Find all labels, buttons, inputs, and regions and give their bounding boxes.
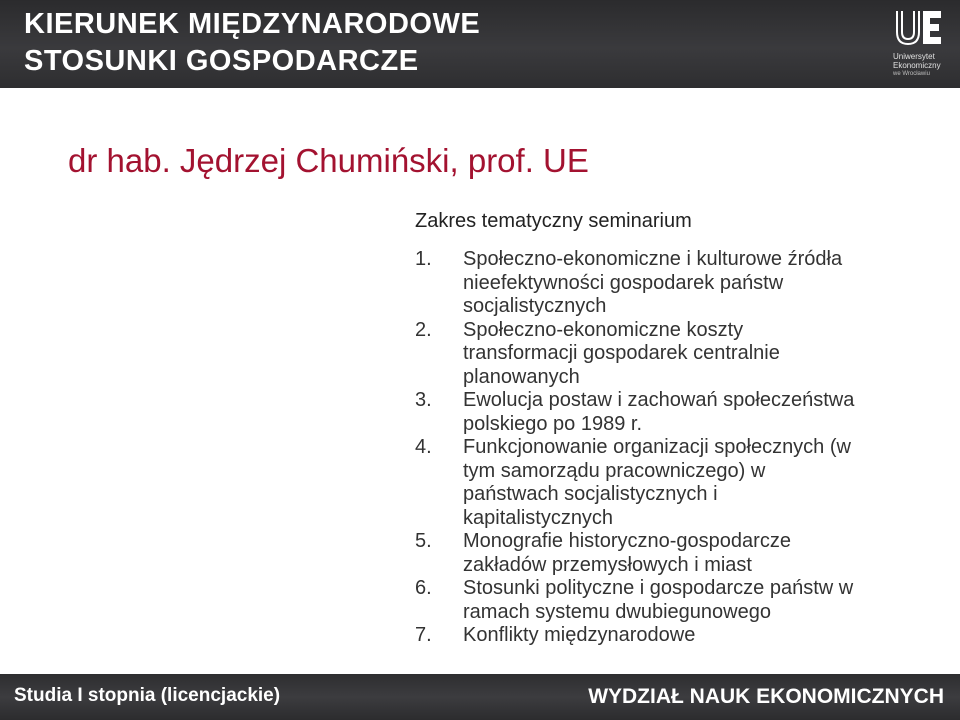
topic-number: 4. <box>415 436 432 458</box>
topic-item <box>415 624 935 648</box>
topics-section <box>415 208 935 648</box>
logo-text-line3: we Wrocławiu <box>893 71 930 77</box>
topic-item <box>415 577 935 624</box>
author-name: dr hab. Jędrzej Chumiński, prof. UE <box>68 142 589 179</box>
topic-text-line: Funkcjonowanie organizacji społecznych (w <box>463 436 851 458</box>
topic-item <box>415 248 935 319</box>
header-title-line2: STOSUNKI GOSPODARCZE <box>24 45 419 77</box>
topic-text-line: Monografie historyczno-gospodarcze <box>463 530 791 552</box>
topic-text-line: kapitalistycznych <box>463 506 614 529</box>
topic-list <box>415 248 935 648</box>
topic-text-line: Konflikty międzynarodowe <box>463 624 696 646</box>
ue-logo-icon <box>893 8 945 50</box>
logo-caption <box>893 52 951 79</box>
topic-number: 1. <box>415 248 432 270</box>
topic-text-line: nieefektywności gospodarek państw <box>463 271 784 294</box>
topic-text-line: Społeczno-ekonomiczne i kulturowe źródła <box>463 248 843 270</box>
topic-item <box>415 530 935 577</box>
topic-text-line: zakładów przemysłowych i miast <box>463 553 752 576</box>
topic-number: 3. <box>415 389 432 411</box>
topic-text-line: Ewolucja postaw i zachowań społeczeństwa <box>463 389 855 411</box>
topic-text-line: transformacji gospodarek centralnie <box>463 342 780 364</box>
study-level-label: Studia I stopnia (licencjackie) <box>14 685 281 706</box>
topic-text-line: Społeczno-ekonomiczne koszty <box>463 318 744 341</box>
topic-text-line: tym samorządu pracowniczego) w <box>463 459 766 482</box>
logo-text-line2: Ekonomiczny <box>893 61 941 70</box>
faculty-label: WYDZIAŁ NAUK EKONOMICZNYCH <box>588 685 944 708</box>
topic-number: 7. <box>415 624 432 646</box>
topic-text-line: ramach systemu dwubiegunowego <box>463 600 771 623</box>
footer-bar <box>0 674 960 720</box>
topic-text-line: państwach socjalistycznych i <box>463 483 718 505</box>
topic-item <box>415 319 935 390</box>
topic-number: 5. <box>415 530 432 552</box>
header-title <box>24 6 480 80</box>
topics-heading: Zakres tematyczny seminarium <box>415 210 692 232</box>
topic-text-line: socjalistycznych <box>463 295 607 317</box>
topic-text-line: planowanych <box>463 365 580 388</box>
header-bar <box>0 0 960 88</box>
topic-number: 2. <box>415 318 432 341</box>
topic-text-line: polskiego po 1989 r. <box>463 412 643 435</box>
university-logo <box>893 8 951 80</box>
topic-item <box>415 436 935 530</box>
topic-number: 6. <box>415 577 432 599</box>
topic-text-line: Stosunki polityczne i gospodarcze państw w <box>463 577 854 599</box>
logo-text-line1: Uniwersytet <box>893 52 935 61</box>
topic-item <box>415 389 935 436</box>
header-title-line1: KIERUNEK MIĘDZYNARODOWE <box>24 8 481 40</box>
